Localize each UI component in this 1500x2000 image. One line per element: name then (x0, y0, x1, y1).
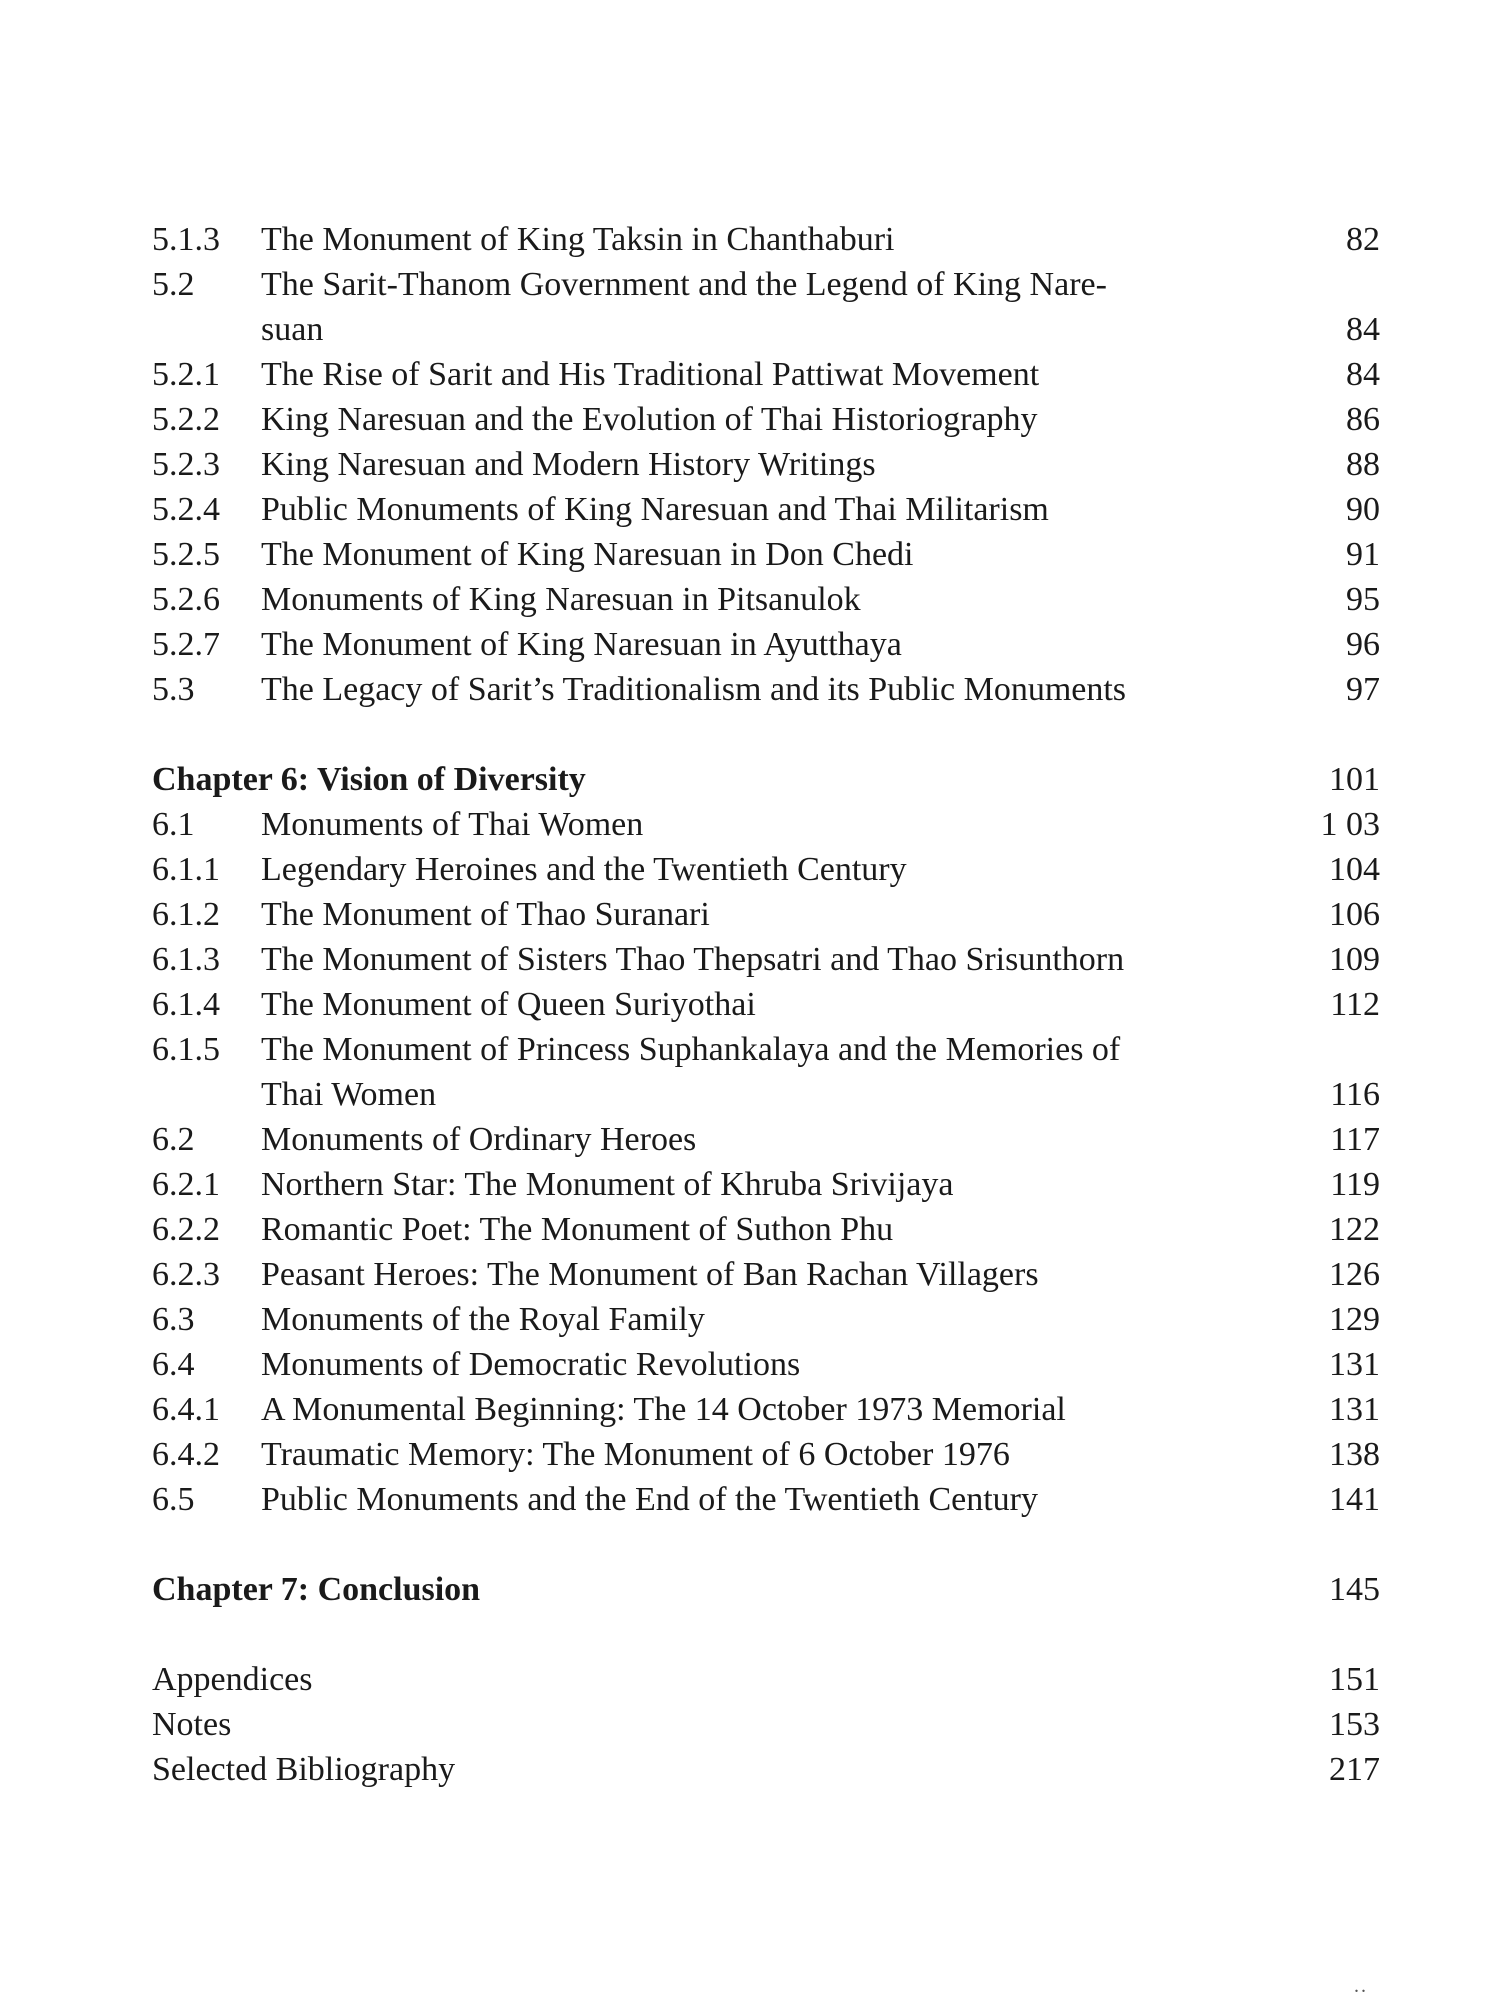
section-title: A Monumental Beginning: The 14 October 1973 Memorial (261, 1391, 1066, 1428)
section-title: Peasant Heroes: The Monument of Ban Rachan Villagers (261, 1256, 1039, 1293)
toc-entry[interactable] (0, 1117, 1500, 1162)
page-number: 112 (1330, 986, 1380, 1023)
section-title: The Sarit-Thanom Government and the Legend of King Nare- (261, 266, 1107, 303)
section-title: Monuments of King Naresuan in Pitsanulok (261, 581, 861, 618)
toc-entry[interactable] (0, 1387, 1500, 1432)
chapter-heading[interactable] (0, 1567, 1500, 1612)
page-number: 1 03 (1320, 806, 1380, 843)
section-title: Public Monuments of King Naresuan and Thai Militarism (261, 491, 1049, 528)
toc-entry[interactable] (0, 487, 1500, 532)
toc-entry[interactable] (0, 532, 1500, 577)
page-number: 97 (1346, 671, 1380, 708)
toc-entry[interactable] (0, 1207, 1500, 1252)
section-number: 5.2.4 (152, 491, 220, 528)
toc-entry[interactable] (0, 1342, 1500, 1387)
page-number: 95 (1346, 581, 1380, 618)
toc-entry[interactable] (0, 217, 1500, 262)
section-number: 6.2.3 (152, 1256, 220, 1293)
section-title: The Monument of Princess Suphankalaya and the Memories of (261, 1031, 1121, 1068)
back-matter-entry[interactable] (0, 1702, 1500, 1747)
chapter-title: Chapter 7: Conclusion (152, 1571, 481, 1608)
section-title: King Naresuan and the Evolution of Thai Historiography (261, 401, 1038, 438)
section-number: 5.2.5 (152, 536, 220, 573)
page-number: 109 (1329, 941, 1380, 978)
section-title: The Monument of King Naresuan in Ayutthaya (261, 626, 902, 663)
section-number: 6.1.4 (152, 986, 220, 1023)
back-matter-entry[interactable] (0, 1657, 1500, 1702)
section-number: 5.2.3 (152, 446, 220, 483)
page-number: 138 (1329, 1436, 1380, 1473)
toc-entry[interactable] (0, 1432, 1500, 1477)
toc-entry[interactable] (0, 1477, 1500, 1522)
page-number: 84 (1346, 356, 1380, 393)
section-title: The Monument of Queen Suriyothai (261, 986, 756, 1023)
page-number: 91 (1346, 536, 1380, 573)
page-number: 101 (1329, 761, 1380, 798)
section-title: Romantic Poet: The Monument of Suthon Phu (261, 1211, 894, 1248)
toc-entry[interactable] (0, 262, 1500, 307)
section-title: Monuments of Democratic Revolutions (261, 1346, 801, 1383)
page-number: 119 (1330, 1166, 1380, 1203)
page-number: 145 (1329, 1571, 1380, 1608)
chapter-heading[interactable] (0, 757, 1500, 802)
page-number: 151 (1329, 1661, 1380, 1698)
section-number: 6.4.2 (152, 1436, 220, 1473)
section-number: 6.3 (152, 1301, 195, 1338)
section-number: 5.3 (152, 671, 195, 708)
toc-entry[interactable] (0, 1027, 1500, 1072)
page-number: 153 (1329, 1706, 1380, 1743)
toc-entry[interactable] (0, 397, 1500, 442)
section-title: The Monument of Thao Suranari (261, 896, 710, 933)
section-number: 6.2.2 (152, 1211, 220, 1248)
section-title: Traumatic Memory: The Monument of 6 October 1976 (261, 1436, 1010, 1473)
section-title: Monuments of Thai Women (261, 806, 644, 843)
section-title: Monuments of Ordinary Heroes (261, 1121, 697, 1158)
section-number: 5.2.2 (152, 401, 220, 438)
page-number: 122 (1329, 1211, 1380, 1248)
page-number: 129 (1329, 1301, 1380, 1338)
page-number: 131 (1329, 1391, 1380, 1428)
page-number: 117 (1330, 1121, 1380, 1158)
section-number: 6.1.1 (152, 851, 220, 888)
section-number: 6.2 (152, 1121, 195, 1158)
page-number: 104 (1329, 851, 1380, 888)
section-number: 6.4 (152, 1346, 195, 1383)
section-number: 5.2.6 (152, 581, 220, 618)
chapter-title: Chapter 6: Vision of Diversity (152, 761, 586, 798)
toc-entry-continuation[interactable] (0, 307, 1500, 352)
section-number: 6.1.5 (152, 1031, 220, 1068)
entry-title: Selected Bibliography (152, 1751, 456, 1788)
section-title: The Legacy of Sarit’s Traditionalism and its Public Monuments (261, 671, 1127, 708)
toc-entry[interactable] (0, 1297, 1500, 1342)
page-number: 131 (1329, 1346, 1380, 1383)
section-title: The Monument of King Taksin in Chanthaburi (261, 221, 895, 258)
toc-entry-continuation[interactable] (0, 1072, 1500, 1117)
section-number: 6.5 (152, 1481, 195, 1518)
toc-entry[interactable] (0, 1252, 1500, 1297)
section-title: King Naresuan and Modern History Writings (261, 446, 876, 483)
back-matter-entry[interactable] (0, 1747, 1500, 1792)
toc-entry[interactable] (0, 937, 1500, 982)
section-title: Public Monuments and the End of the Twentieth Century (261, 1481, 1038, 1518)
toc-entry[interactable] (0, 577, 1500, 622)
page-number: 116 (1330, 1076, 1380, 1113)
section-number: 5.2 (152, 266, 195, 303)
section-title-continued: Thai Women (261, 1076, 437, 1113)
section-title: The Rise of Sarit and His Traditional Pattiwat Movement (261, 356, 1040, 393)
section-number: 6.1.2 (152, 896, 220, 933)
section-number: 6.1.3 (152, 941, 220, 978)
toc-entry[interactable] (0, 892, 1500, 937)
page-number: 88 (1346, 446, 1380, 483)
footer-mark: .. (1354, 1975, 1368, 1997)
section-number: 6.2.1 (152, 1166, 220, 1203)
section-title: Legendary Heroines and the Twentieth Century (261, 851, 907, 888)
toc-entry[interactable] (0, 352, 1500, 397)
page-number: 90 (1346, 491, 1380, 528)
page-number: 217 (1329, 1751, 1380, 1788)
section-title: Northern Star: The Monument of Khruba Srivijaya (261, 1166, 954, 1203)
section-title-continued: suan (261, 311, 324, 348)
section-number: 5.1.3 (152, 221, 220, 258)
section-number: 6.4.1 (152, 1391, 220, 1428)
page-number: 141 (1329, 1481, 1380, 1518)
toc-entry[interactable] (0, 982, 1500, 1027)
toc-entry[interactable] (0, 442, 1500, 487)
page-number: 106 (1329, 896, 1380, 933)
section-number: 5.2.7 (152, 626, 220, 663)
toc-entry[interactable] (0, 622, 1500, 667)
section-title: Monuments of the Royal Family (261, 1301, 705, 1338)
toc-entry[interactable] (0, 802, 1500, 847)
section-number: 5.2.1 (152, 356, 220, 393)
section-number: 6.1 (152, 806, 195, 843)
page-number: 82 (1346, 221, 1380, 258)
toc-entry[interactable] (0, 847, 1500, 892)
entry-title: Notes (152, 1706, 232, 1743)
toc-entry[interactable] (0, 667, 1500, 712)
section-title: The Monument of King Naresuan in Don Chedi (261, 536, 914, 573)
page-number: 86 (1346, 401, 1380, 438)
toc-entry[interactable] (0, 1162, 1500, 1207)
page-number: 126 (1329, 1256, 1380, 1293)
page-number: 96 (1346, 626, 1380, 663)
page-number: 84 (1346, 311, 1380, 348)
section-title: The Monument of Sisters Thao Thepsatri and Thao Srisunthorn (261, 941, 1125, 978)
entry-title: Appendices (152, 1661, 313, 1698)
